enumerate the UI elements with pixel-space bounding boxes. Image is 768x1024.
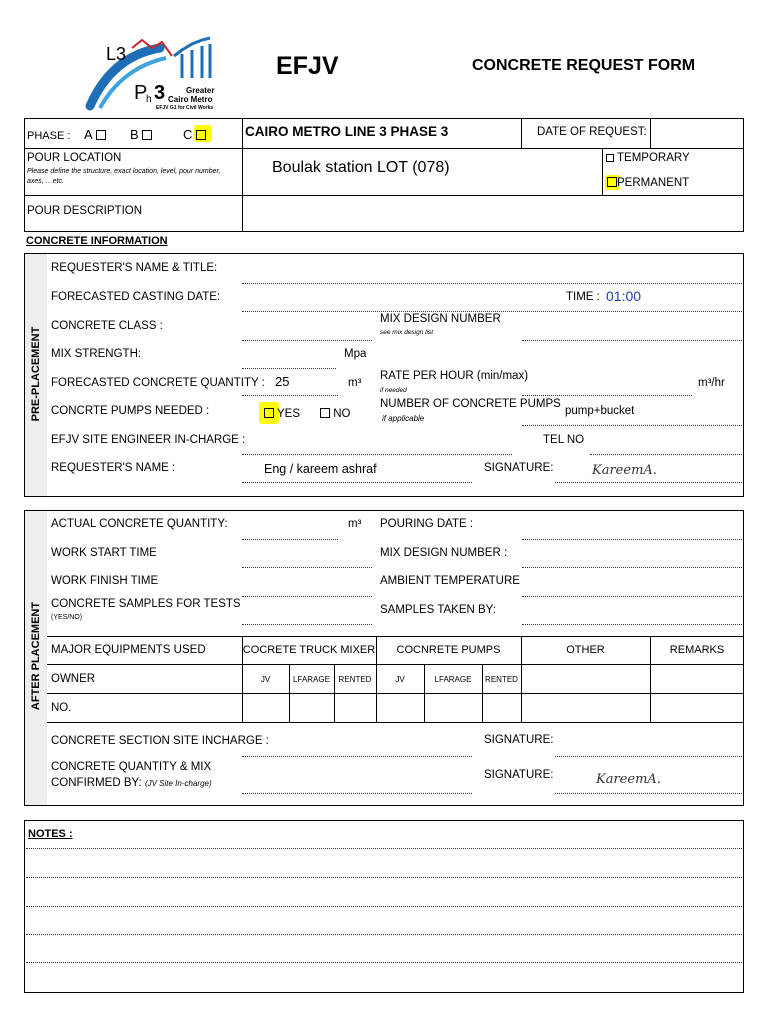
truck-rented: RENTED — [338, 675, 372, 684]
pumps-yes-option[interactable]: YES — [264, 408, 300, 420]
number-label: NO. — [51, 702, 72, 714]
phase-b[interactable]: B — [130, 127, 152, 142]
samples-label: CONCRETE SAMPLES FOR TESTS — [51, 598, 241, 610]
requester-name-value[interactable]: Eng / kareem ashraf — [264, 462, 377, 476]
pre-placement-label: PRE-PLACEMENT — [30, 326, 42, 422]
logo — [82, 36, 222, 114]
owner-label: OWNER — [51, 673, 96, 685]
time-value[interactable]: 01:00 — [606, 288, 642, 304]
mix-design-label: MIX DESIGN NUMBER : — [380, 547, 508, 559]
actual-qty-label: ACTUAL CONCRETE QUANTITY: — [51, 518, 228, 530]
logo-brand3: EFJV G1 for Civil Works — [156, 105, 214, 111]
requester-title-label: REQUESTER'S NAME & TITLE: — [51, 262, 218, 274]
work-start-label: WORK START TIME — [51, 547, 157, 559]
pour-location-hint: Please define the structure, exact location, level, pour number, axes, …etc. — [27, 168, 221, 185]
after-placement-label: AFTER PLACEMENT — [30, 601, 42, 711]
pour-description-label: POUR DESCRIPTION — [27, 205, 143, 217]
samples-taken-label: SAMPLES TAKEN BY: — [380, 604, 496, 616]
checkbox-icon — [96, 130, 106, 140]
other-header: OTHER — [566, 644, 605, 656]
pouring-date-label: POURING DATE : — [380, 518, 474, 530]
time-label: TIME : — [566, 291, 600, 303]
company-title: EFJV — [276, 52, 339, 80]
logo-phase: P — [134, 82, 148, 104]
equipment-label: MAJOR EQUIPMENTS USED — [51, 644, 206, 656]
pumps-header: COCNRETE PUMPS — [396, 644, 501, 656]
checkbox-icon — [196, 130, 206, 140]
num-pumps-hint: if applicable — [382, 414, 425, 423]
pumps-lfarage: LFARAGE — [434, 675, 472, 684]
signature-label-2: SIGNATURE: — [484, 734, 554, 746]
signature-label: SIGNATURE: — [484, 462, 554, 474]
rate-label: RATE PER HOUR (min/max) — [380, 370, 529, 382]
temporary-option[interactable]: TEMPORARY — [606, 152, 690, 164]
pumps-jv: JV — [395, 675, 405, 684]
checkbox-icon — [607, 177, 617, 187]
date-label: DATE OF REQUEST: — [537, 126, 647, 138]
notes-line[interactable] — [26, 848, 742, 849]
signature-label-3: SIGNATURE: — [484, 769, 554, 781]
checkbox-icon — [142, 130, 152, 140]
logo-phase-num: 3 — [154, 82, 166, 104]
form-title: CONCRETE REQUEST FORM — [472, 57, 696, 74]
checkbox-icon — [264, 408, 274, 418]
pumps-no-option[interactable]: NO — [320, 408, 350, 420]
mix-strength-label: MIX STRENGTH: — [51, 348, 142, 360]
requester-name-label: REQUESTER'S NAME : — [51, 462, 176, 474]
truck-jv: JV — [260, 675, 271, 684]
ambient-label: AMBIENT TEMPERATURE — [380, 575, 520, 587]
truck-mixer-header: COCRETE TRUCK MIXER — [242, 644, 376, 656]
quantity-label: FORECASTED CONCRETE QUANTITY : — [51, 377, 265, 389]
casting-date-label: FORECASTED CASTING DATE: — [51, 291, 221, 303]
engineer-label: EFJV SITE ENGINEER IN-CHARGE : — [51, 434, 246, 446]
confirmed-label-2: CONFIRMED BY: (JV Site In-charge) — [51, 777, 212, 789]
signature-scribble: KareemA. — [592, 463, 657, 478]
num-pumps-value[interactable]: pump+bucket — [565, 405, 635, 417]
confirmed-label-1: CONCRETE QUANTITY & MIX — [51, 761, 212, 773]
notes-line[interactable] — [26, 934, 742, 935]
pour-location-value[interactable]: Boulak station LOT (078) — [272, 159, 450, 176]
notes-label: NOTES : — [28, 828, 73, 840]
notes-line[interactable] — [26, 877, 742, 878]
tel-label: TEL NO — [543, 434, 585, 446]
logo-line: L3 — [106, 44, 127, 64]
phase-a[interactable]: A — [84, 127, 106, 142]
checkbox-icon — [320, 408, 330, 418]
pumps-rented: RENTED — [485, 675, 518, 684]
mix-design-hint: see mix design list — [380, 329, 434, 336]
phase-c[interactable]: C — [183, 127, 206, 142]
actual-qty-unit: m³ — [348, 518, 362, 530]
checkbox-icon — [606, 154, 614, 162]
concrete-class-label: CONCRETE CLASS : — [51, 320, 163, 332]
mix-design-number-label: MIX DESIGN NUMBER — [380, 313, 501, 325]
rate-hint: if needed — [380, 387, 407, 394]
rate-unit: m³/hr — [698, 377, 725, 389]
quantity-value[interactable]: 25 — [275, 374, 290, 389]
pumps-needed-label: CONCRTE PUMPS NEEDED : — [51, 405, 210, 417]
work-finish-label: WORK FINISH TIME — [51, 575, 159, 587]
quantity-unit: m³ — [348, 377, 362, 389]
notes-line[interactable] — [26, 906, 742, 907]
notes-line[interactable] — [26, 962, 742, 963]
signature-scribble-2: KareemA. — [596, 772, 661, 787]
samples-hint: (YES/NO) — [51, 614, 83, 621]
remarks-header: REMARKS — [669, 644, 725, 656]
mpa-unit: Mpa — [344, 348, 367, 360]
phase-label: PHASE : — [27, 130, 71, 142]
concrete-info-title: CONCRETE INFORMATION — [26, 235, 168, 247]
logo-phase-sub: h — [146, 94, 152, 105]
section-incharge-label: CONCRETE SECTION SITE INCHARGE : — [51, 735, 269, 747]
logo-brand2: Cairo Metro — [168, 95, 213, 104]
pour-location-label: POUR LOCATION — [27, 152, 122, 164]
project-name: CAIRO METRO LINE 3 PHASE 3 — [245, 124, 449, 139]
permanent-option[interactable]: PERMANENT — [607, 177, 689, 189]
num-pumps-label: NUMBER OF CONCRETE PUMPS — [380, 398, 561, 410]
logo-brand1: Greater — [186, 86, 215, 95]
truck-lfarage: LFARAGE — [293, 675, 330, 684]
